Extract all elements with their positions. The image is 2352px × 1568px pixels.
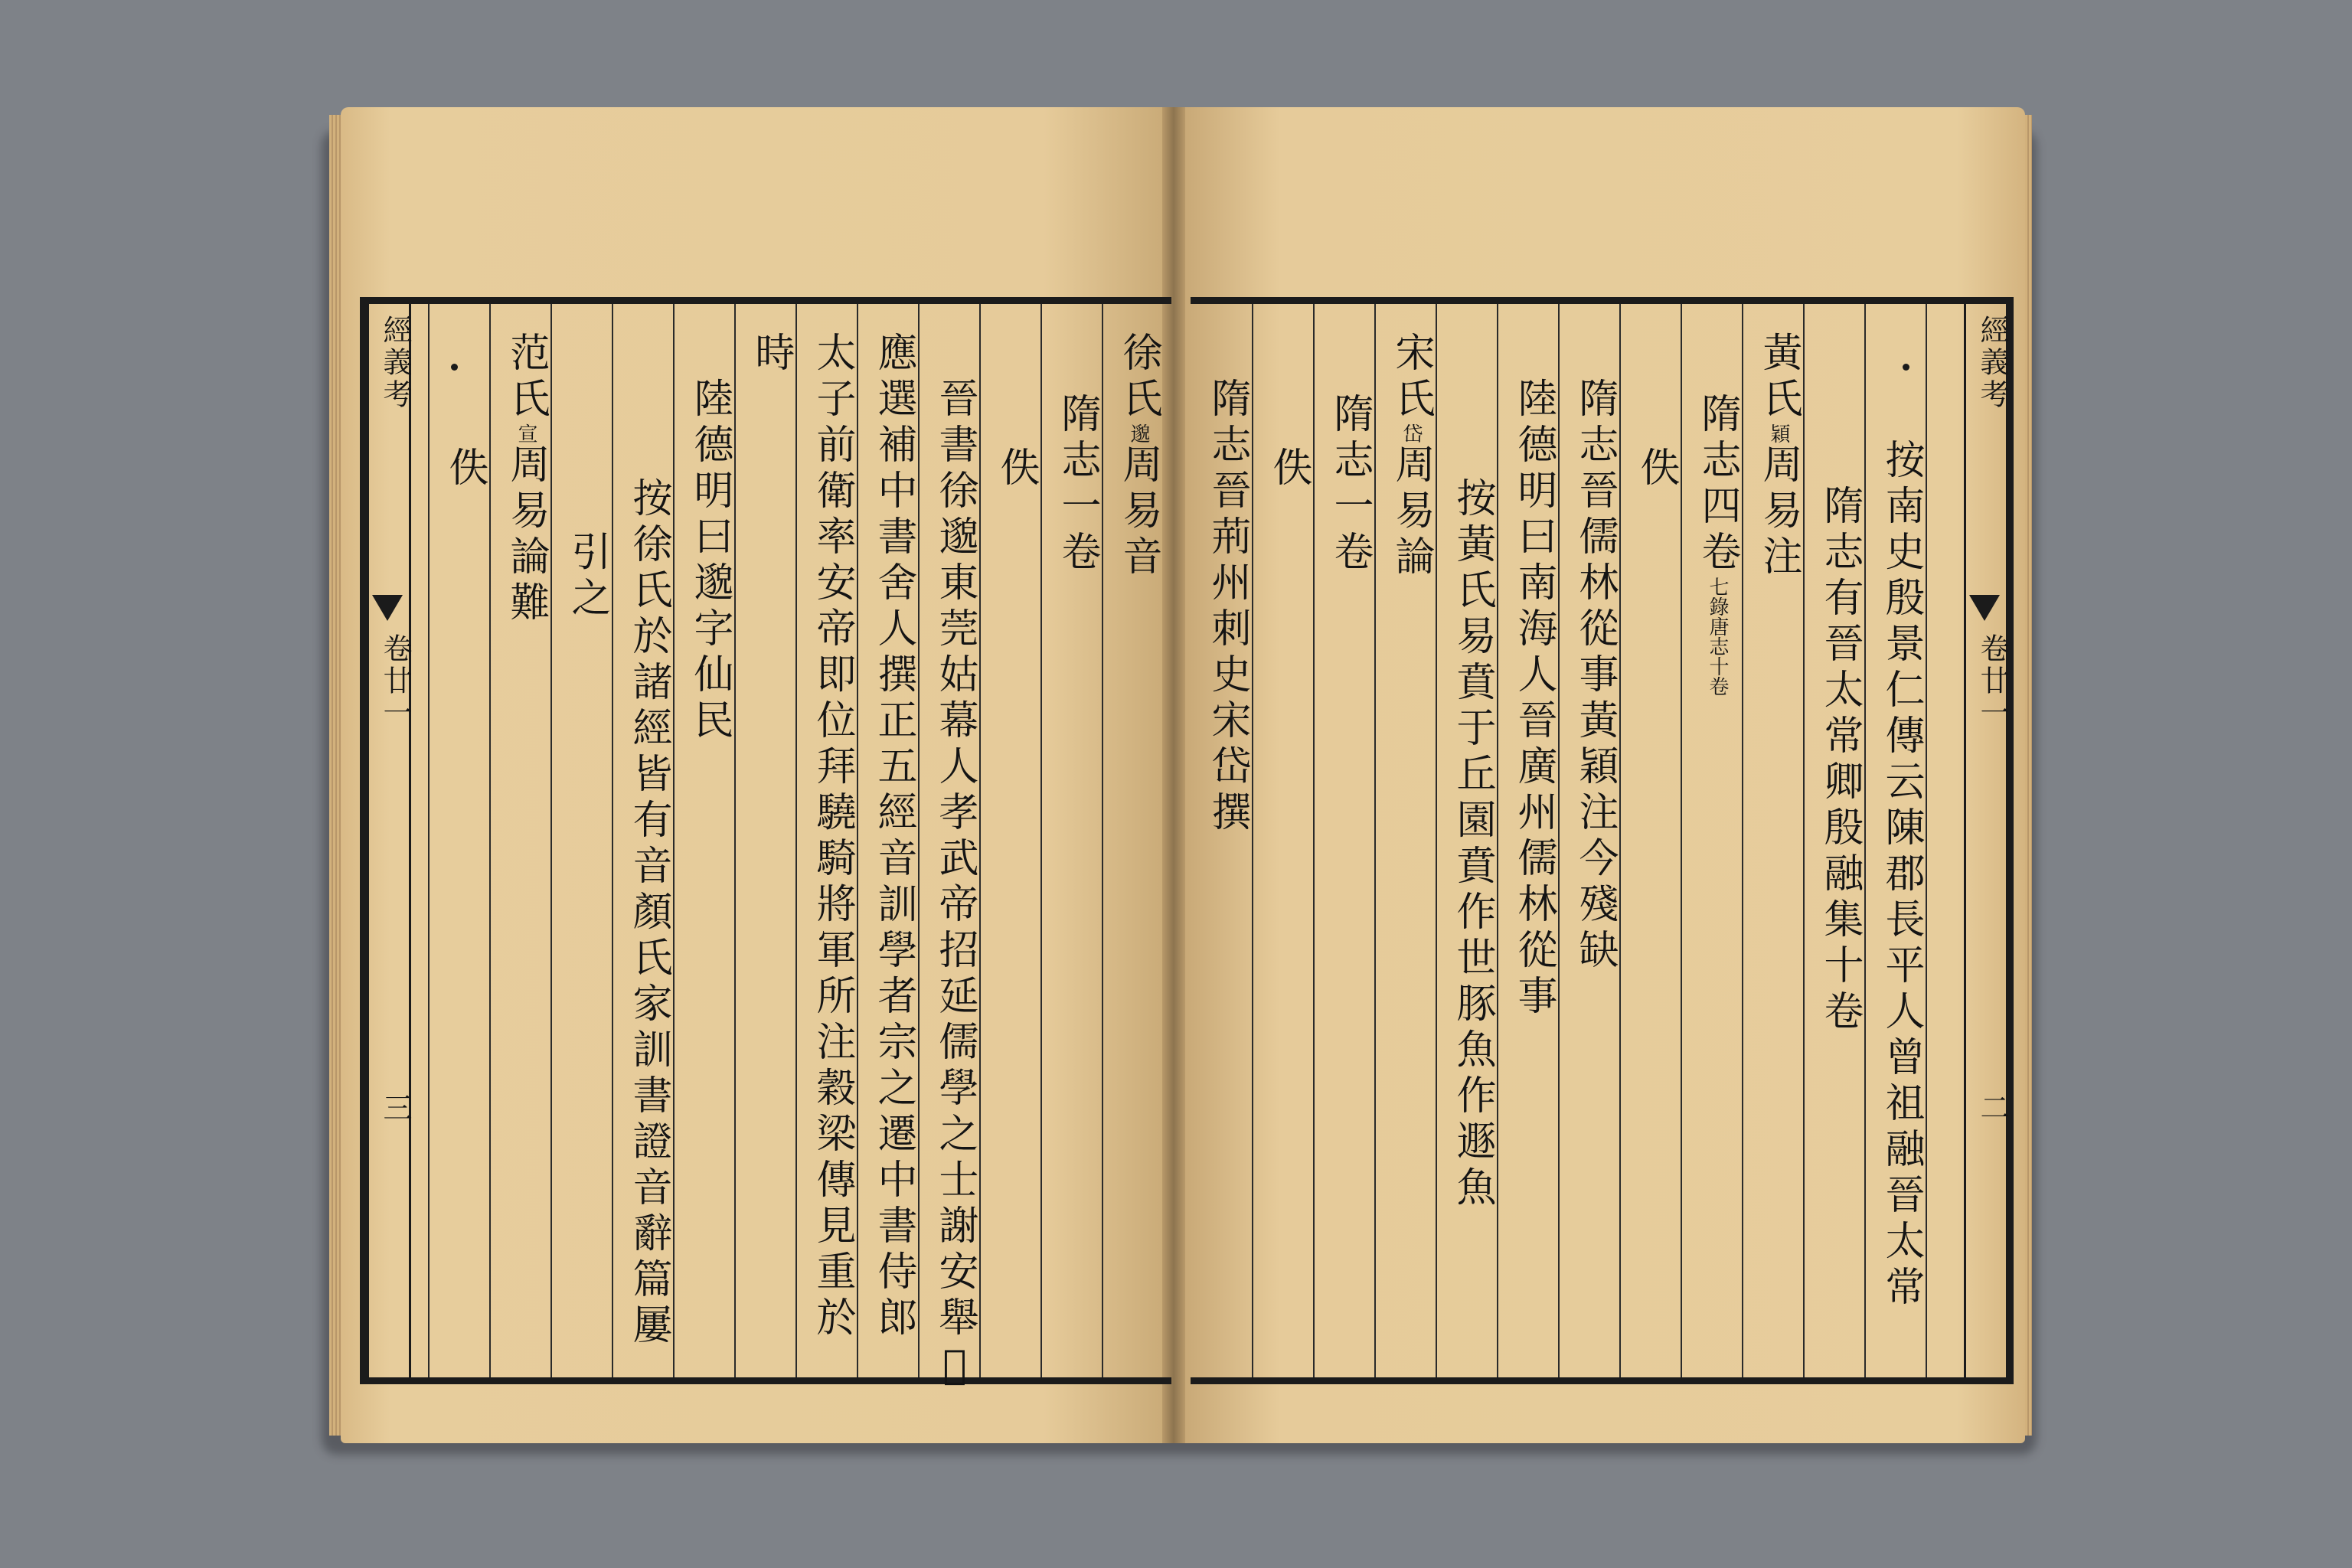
text-column: 隋志晉儒林從事黃穎注今殘缺 xyxy=(1572,377,1618,975)
text-column: 陸德明曰邈字仙民 xyxy=(687,377,733,745)
column-rule xyxy=(1681,304,1682,1377)
column-rule xyxy=(612,304,613,1377)
text-column: 時 xyxy=(748,332,794,377)
column-rule xyxy=(1742,304,1743,1377)
column-rule xyxy=(734,304,736,1377)
text-column: 隋志四卷$^{七錄唐志十卷}$ xyxy=(1694,393,1740,696)
left-fishtail-icon xyxy=(372,595,403,621)
text-column: 黃氏$^穎$周易注 xyxy=(1756,332,1802,581)
right-margin-volume: 卷廿一 xyxy=(1975,633,2009,730)
text-column: 隋志一卷 xyxy=(1327,393,1373,577)
left-margin-page: 三 xyxy=(378,1093,412,1125)
text-column: 按黃氏易賁于丘園賁作世豚魚作遯魚 xyxy=(1449,477,1495,1212)
column-rule xyxy=(1926,304,1927,1377)
column-rule xyxy=(1040,304,1042,1377)
column-dot xyxy=(451,364,458,371)
column-rule xyxy=(1313,304,1315,1377)
column-rule xyxy=(673,304,675,1377)
right-banxin xyxy=(1964,304,2008,1377)
left-margin-volume: 卷廿一 xyxy=(378,633,412,730)
column-rule xyxy=(1558,304,1560,1377)
column-rule xyxy=(857,304,858,1377)
text-column: 按南史殷景仁傳云陳郡長平人曾祖融晉太常 xyxy=(1878,439,1924,1312)
text-column: 陸德明曰南海人晉廣州儒林從事 xyxy=(1511,377,1557,1021)
text-column: 隋志晉荊州刺史宋岱撰 xyxy=(1204,377,1250,837)
right-margin-page: 二 xyxy=(1975,1093,2009,1125)
column-rule xyxy=(1102,304,1103,1377)
column-rule xyxy=(428,304,430,1377)
text-column: 佚 xyxy=(442,446,488,492)
column-rule xyxy=(1374,304,1376,1377)
left-banxin xyxy=(367,304,411,1377)
left-margin-title: 經義考 xyxy=(378,315,412,411)
column-rule xyxy=(1803,304,1805,1377)
text-column: 晉書徐邈東莞姑幕人孝武帝招延儒學之士謝安舉𣲖 xyxy=(932,377,978,1394)
text-column: 范氏$^宣$周易論難 xyxy=(503,332,549,627)
right-page-frame xyxy=(1191,297,2014,1384)
text-column: 引之 xyxy=(564,531,610,622)
column-dot xyxy=(1903,364,1909,371)
column-rule xyxy=(1619,304,1621,1377)
text-column: 佚 xyxy=(993,446,1039,492)
left-page-frame xyxy=(360,297,1171,1394)
column-rule xyxy=(550,304,552,1377)
text-column: 徐氏$^邈$周易音 xyxy=(1116,332,1161,581)
column-rule xyxy=(979,304,981,1377)
column-rule xyxy=(489,304,491,1377)
column-rule xyxy=(1252,304,1253,1377)
text-column: 太子前衛率安帝即位拜驍騎將軍所注穀梁傳見重於 xyxy=(809,332,855,1342)
text-column: 佚 xyxy=(1633,446,1679,492)
text-column: 佚 xyxy=(1266,446,1312,492)
column-rule xyxy=(795,304,797,1377)
text-column: 隋志有晉太常卿殷融集十卷 xyxy=(1817,485,1863,1036)
text-column: 應選補中書舍人撰正五經音訓學者宗之遷中書侍郎 xyxy=(871,332,916,1342)
column-rule xyxy=(1864,304,1866,1377)
right-margin-title: 經義考 xyxy=(1975,315,2009,411)
text-column: 按徐氏於諸經皆有音顏氏家訓書證音辭篇屢 xyxy=(626,477,671,1350)
column-rule xyxy=(918,304,920,1377)
text-column: 宋氏$^岱$周易論 xyxy=(1388,332,1434,581)
column-rule xyxy=(1436,304,1437,1377)
text-column: 隋志一卷 xyxy=(1054,393,1100,577)
column-rule xyxy=(1497,304,1498,1377)
right-fishtail-icon xyxy=(1969,595,2000,621)
